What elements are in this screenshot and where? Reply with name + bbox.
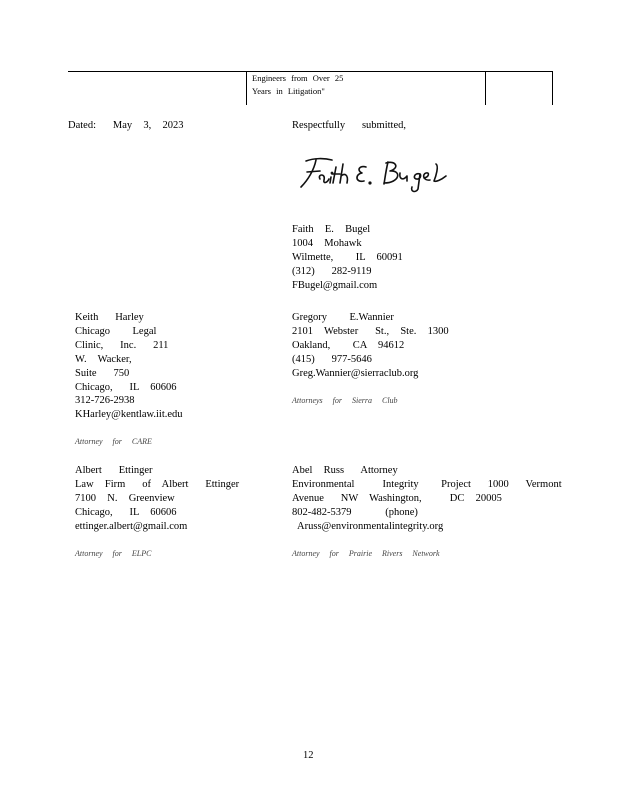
harley-city: Chicago, IL 60606	[75, 382, 177, 393]
harley-email: KHarley@kentlaw.iit.edu	[75, 409, 183, 420]
dated-line: Dated: May 3, 2023	[68, 120, 184, 131]
page-number: 12	[303, 750, 314, 761]
ettinger-name: Albert Ettinger	[75, 465, 153, 476]
russ-email: Aruss@environmentalintegrity.org	[292, 521, 444, 532]
harley-line2: Chicago Legal	[75, 326, 157, 337]
harley-line3: Clinic, Inc. 211	[75, 340, 169, 351]
signature-image	[296, 152, 456, 194]
wannier-email: Greg.Wannier@sierraclub.org	[292, 368, 419, 379]
harley-role: Attorney for CARE	[75, 437, 152, 446]
table-divider-right	[552, 71, 553, 105]
wannier-street: 2101 Webster St., Ste. 1300	[292, 326, 449, 337]
signer-city: Wilmette, IL 60091	[292, 252, 403, 263]
ettinger-role: Attorney for ELPC	[75, 549, 152, 558]
harley-line4: W. Wacker,	[75, 354, 132, 365]
table-divider-middle	[485, 71, 486, 105]
ettinger-street: 7100 N. Greenview	[75, 493, 175, 504]
wannier-name: Gregory E.Wannier	[292, 312, 394, 323]
ettinger-city: Chicago, IL 60606	[75, 507, 177, 518]
ettinger-firm: Law Firm of Albert Ettinger	[75, 479, 240, 490]
signer-email: FBugel@gmail.com	[292, 280, 378, 291]
table-cell-line2: Years in Litigation"	[252, 86, 325, 96]
russ-role: Attorney for Prairie Rivers Network	[292, 549, 440, 558]
ettinger-email: ettinger.albert@gmail.com	[75, 521, 188, 532]
russ-org: Environmental Integrity Project 1000 Vermont	[292, 479, 562, 490]
harley-line5: Suite 750	[75, 368, 130, 379]
harley-phone: 312-726-2938	[75, 395, 135, 406]
signer-street: 1004 Mohawk	[292, 238, 362, 249]
signer-name: Faith E. Bugel	[292, 224, 371, 235]
signer-phone: (312) 282-9119	[292, 266, 372, 277]
russ-name: Abel Russ Attorney	[292, 465, 398, 476]
wannier-phone: (415) 977-5646	[292, 354, 372, 365]
russ-street: Avenue NW Washington, DC 20005	[292, 493, 502, 504]
respectfully-submitted: Respectfully submitted,	[292, 120, 406, 131]
russ-phone: 802-482-5379 (phone)	[292, 507, 418, 518]
table-cell-line1: Engineers from Over 25	[252, 73, 344, 83]
table-divider-left	[246, 71, 247, 105]
wannier-role: Attorneys for Sierra Club	[292, 396, 398, 405]
harley-name: Keith Harley	[75, 312, 144, 323]
wannier-city: Oakland, CA 94612	[292, 340, 405, 351]
table-top-border	[68, 71, 553, 72]
